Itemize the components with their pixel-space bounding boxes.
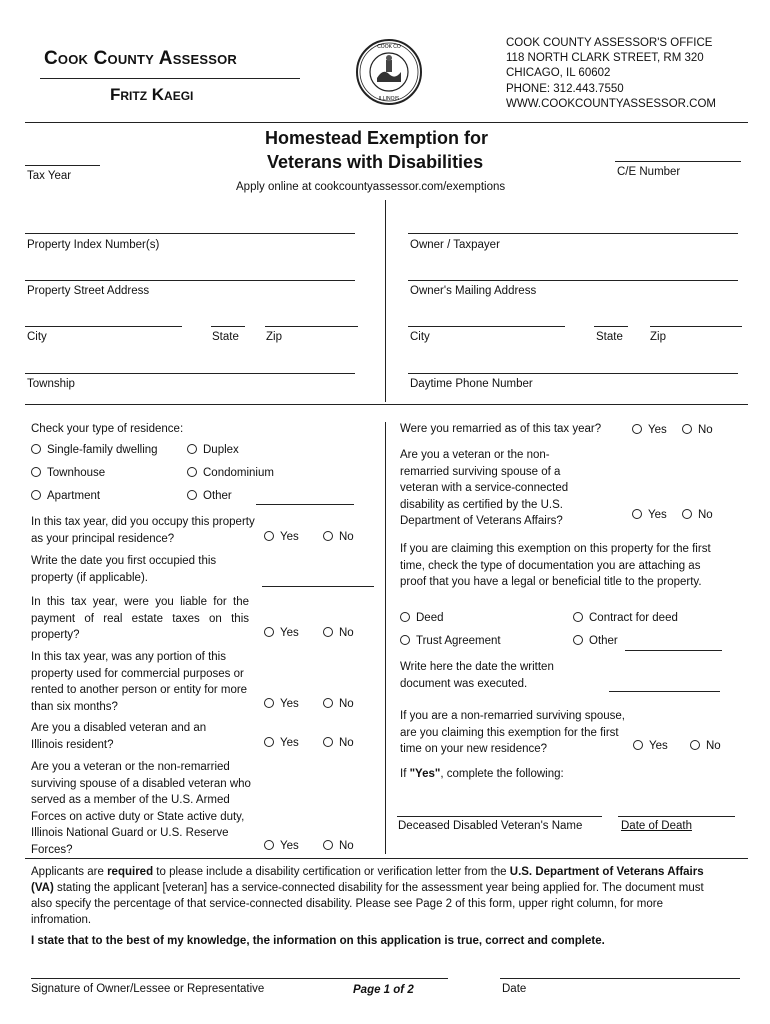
owner-zip-field[interactable] [650,326,742,327]
center-divider [385,200,386,402]
option-label: Condominium [203,467,274,479]
option-apartment[interactable] [31,490,100,502]
doc-deed[interactable] [400,612,444,624]
va-certified-no[interactable] [682,509,713,521]
tax-year-label: Tax Year [27,170,72,182]
radio-icon[interactable] [633,740,643,750]
office-line: CHICAGO, IL 60602 [506,67,611,80]
township-field[interactable] [25,373,355,374]
radio-icon[interactable] [323,840,333,850]
office-line: COOK COUNTY ASSESSOR'S OFFICE [506,37,713,49]
new-residence-no[interactable] [690,740,721,752]
req-text-va: U.S. Department of Veterans Affairs (VA) [31,866,704,894]
option-label: Duplex [203,444,239,456]
radio-icon[interactable] [573,612,583,622]
radio-icon[interactable] [323,737,333,747]
street-field[interactable] [25,280,355,281]
question-new-residence: If you are a non-remarried surviving spouse, are you claiming this exemption for the first time on your new residence? [400,710,625,755]
ce-number-label: C/E Number [617,166,681,178]
radio-icon[interactable] [690,740,700,750]
phone-field[interactable] [408,373,738,374]
no-label: No [339,531,354,543]
form-title-line1: Homestead Exemption for [265,128,489,148]
section-divider [25,404,748,405]
question-remarried: Were you remarried as of this tax year? [400,423,602,435]
owner-city-label: City [410,331,430,343]
radio-icon[interactable] [323,531,333,541]
pin-field[interactable] [25,233,355,234]
certification-statement: I state that to the best of my knowledge, the information on this application is true, correct and complete. [31,935,605,947]
remarried-yes[interactable] [632,424,667,436]
owner-field[interactable] [408,233,738,234]
option-label: Single-family dwelling [47,444,158,456]
yes-label: Yes [649,740,668,752]
date-field[interactable] [500,978,740,979]
if-yes-suffix: , complete the following: [440,768,564,780]
apply-online-text: Apply online at cookcountyassessor.com/exemptions [236,181,506,193]
q5-no[interactable] [323,737,354,749]
if-yes-prefix: If [400,768,410,780]
doc-other-field[interactable] [625,650,722,651]
radio-icon[interactable] [632,424,642,434]
question-armed-forces: Are you a veteran or the non-remarried surviving spouse of a disabled veteran who served as a member of the U.S. Armed Forces on active duty or State active duty, Illinois National Guard or U.S. Reserve Forces? [31,761,251,856]
q6-no[interactable] [323,840,354,852]
signature-field[interactable] [31,978,448,979]
req-text-1: Applicants are [31,866,108,878]
township-label: Township [27,378,75,390]
assessor-name: Fritz Kaegi [110,85,194,104]
no-label: No [339,840,354,852]
office-address [506,36,716,112]
yes-label: Yes [280,840,299,852]
req-text-5: stating the applicant [veteran] has a service-connected disability for the assessment year being applied for. The document must also specify the percentage of that service-connected disability. Please see Page 2 of this form, upper right column, for more infromation. [31,882,704,926]
q5-yes[interactable] [264,737,299,749]
requirement-paragraph [31,864,721,928]
radio-icon[interactable] [264,698,274,708]
radio-icon[interactable] [264,627,274,637]
va-certified-yes[interactable] [632,509,667,521]
street-label: Property Street Address [27,285,150,297]
option-label: Other [589,635,618,647]
radio-icon[interactable] [264,840,274,850]
state-field[interactable] [211,326,245,327]
radio-icon[interactable] [187,490,197,500]
first-occupied-date-field[interactable] [262,586,374,587]
if-yes-instruction [400,766,564,782]
option-other[interactable] [187,490,232,502]
owner-label: Owner / Taxpayer [410,239,500,251]
signature-label: Signature of Owner/Lessee or Representative [31,983,265,995]
radio-icon[interactable] [31,467,41,477]
question-documentation: If you are claiming this exemption on this property for the first time, check the type of documentation you are attaching as proof that you have a legal or beneficial title to the property. [400,543,711,588]
option-label: Deed [416,612,444,624]
radio-icon[interactable] [573,635,583,645]
yes-label: Yes [280,531,299,543]
question-principal-residence: In this tax year, did you occupy this property as your principal residence? [31,516,255,545]
option-condominium[interactable] [187,467,274,479]
radio-icon[interactable] [400,635,410,645]
no-label: No [339,737,354,749]
deceased-name-field[interactable] [397,816,602,817]
doc-other[interactable] [573,635,618,647]
radio-icon[interactable] [31,444,41,454]
yes-label: Yes [280,737,299,749]
new-residence-yes[interactable] [633,740,668,752]
if-yes-bold: "Yes" [409,768,441,780]
radio-icon[interactable] [323,627,333,637]
option-label: Apartment [47,490,101,502]
question-doc-date: Write here the date the written document was executed. [400,661,554,690]
radio-icon[interactable] [632,509,642,519]
radio-icon[interactable] [323,698,333,708]
question-first-occupied: Write the date you first occupied this property (if applicable). [31,555,217,584]
header-divider [25,122,748,123]
radio-icon[interactable] [31,490,41,500]
owner-city-field[interactable] [408,326,565,327]
option-single-family[interactable] [31,444,158,456]
tax-year-field[interactable] [25,165,100,166]
yes-label: Yes [280,698,299,710]
q3-yes[interactable] [264,627,299,639]
q4-no[interactable] [323,698,354,710]
zip-label: Zip [266,331,282,343]
yes-label: Yes [280,627,299,639]
office-line: WWW.COOKCOUNTYASSESSOR.COM [506,97,716,110]
radio-icon[interactable] [264,737,274,747]
svg-text:ILLINOIS: ILLINOIS [378,96,400,102]
question-va-certified: Are you a veteran or the non-remarried surviving spouse of a veteran with a service-connected disability as certified by the U.S. Department of Veterans Affairs? [400,449,569,527]
assessor-title: Cook County Assessor [44,48,237,69]
question-disabled-veteran: Are you a disabled veteran and an Illinois resident? [31,722,207,751]
deceased-name-label: Deceased Disabled Veteran's Name [398,820,583,832]
no-label: No [339,627,354,639]
q3-no[interactable] [323,627,354,639]
option-label: Townhouse [47,467,106,479]
date-of-death-field[interactable] [618,816,735,817]
option-label: Trust Agreement [416,635,501,647]
svg-text:COOK CO: COOK CO [377,44,401,50]
form-title-line2: Veterans with Disabilities [267,152,484,172]
doc-date-field[interactable] [609,691,720,692]
no-label: No [698,509,713,521]
radio-icon[interactable] [682,509,692,519]
residence-prompt: Check your type of residence: [31,423,184,435]
doc-trust-agreement[interactable] [400,635,501,647]
question-commercial-use: In this tax year, was any portion of this property used for commercial purposes or rented to another person or entity for more than six months? [31,651,248,713]
radio-icon[interactable] [264,531,274,541]
remarried-no[interactable] [682,424,713,436]
req-text-required: required [107,866,154,878]
date-label: Date [502,983,527,995]
pin-label: Property Index Number(s) [27,239,160,251]
office-line: PHONE: 312.443.7550 [506,82,624,95]
option-label: Contract for deed [589,612,678,624]
owner-state-field[interactable] [594,326,628,327]
option-townhouse[interactable] [31,467,105,479]
other-residence-field[interactable] [256,504,354,505]
lower-center-divider [385,422,386,854]
doc-contract-for-deed[interactable] [573,612,678,624]
req-text-3: to please include a disability certification or verification letter from the [153,866,510,878]
radio-icon[interactable] [187,467,197,477]
state-label: State [212,331,239,343]
radio-icon[interactable] [682,424,692,434]
q1-yes[interactable] [264,531,299,543]
mailing-field[interactable] [408,280,738,281]
ce-number-field[interactable] [615,161,741,162]
no-label: No [706,740,721,752]
option-label: Other [203,490,232,502]
office-line: 118 NORTH CLARK STREET, RM 320 [506,52,704,65]
date-of-death-label: Date of Death [621,820,692,832]
mailing-label: Owner's Mailing Address [410,285,537,297]
radio-icon[interactable] [400,612,410,622]
owner-zip-label: Zip [650,331,666,343]
city-label: City [27,331,47,343]
phone-label: Daytime Phone Number [410,378,533,390]
county-seal-icon [355,38,423,106]
no-label: No [698,424,713,436]
zip-field[interactable] [265,326,358,327]
q4-yes[interactable] [264,698,299,710]
question-tax-liable: In this tax year, were you liable for the payment of real estate taxes on this property? [31,596,249,641]
yes-label: Yes [648,509,667,521]
q6-yes[interactable] [264,840,299,852]
page-number: Page 1 of 2 [353,984,414,996]
city-field[interactable] [25,326,182,327]
option-duplex[interactable] [187,444,239,456]
owner-state-label: State [596,331,623,343]
title-underline [40,78,300,79]
radio-icon[interactable] [187,444,197,454]
yes-label: Yes [648,424,667,436]
q1-no[interactable] [323,531,354,543]
footer-divider [25,858,748,859]
no-label: No [339,698,354,710]
